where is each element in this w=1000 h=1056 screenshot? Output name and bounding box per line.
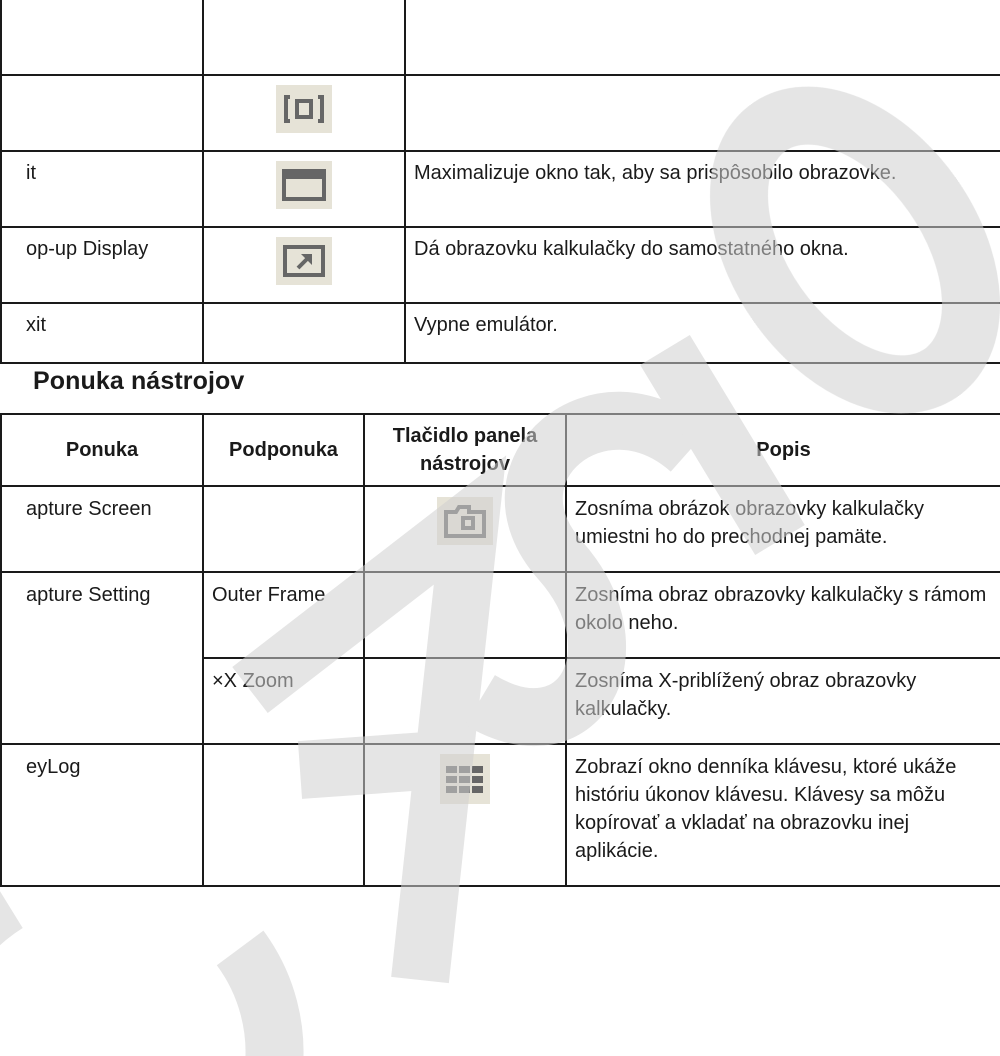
menu-cell — [1, 75, 203, 151]
description-cell: Vypne emulátor. — [405, 303, 1000, 363]
description-cell: Maximalizuje okno tak, aby sa prispôsobilo obrazovke. — [405, 151, 1000, 227]
table-row — [1, 486, 1000, 572]
column-header: Tlačidlo panela nástrojov — [364, 414, 566, 486]
top-menu-table — [0, 0, 1000, 364]
maximize-window-icon[interactable] — [276, 161, 332, 209]
menu-cell: eyLog — [1, 744, 203, 886]
section-title: Ponuka nástrojov — [33, 367, 245, 395]
tools-menu-table — [0, 413, 1000, 887]
column-header: Podponuka — [203, 414, 364, 486]
description-cell — [405, 75, 1000, 151]
menu-cell: it — [1, 151, 203, 227]
table-row — [1, 0, 1000, 75]
table-row — [1, 744, 1000, 886]
menu-cell: apture Setting — [1, 572, 203, 744]
icon-cell — [203, 227, 405, 303]
camera-icon[interactable] — [437, 497, 493, 545]
submenu-cell: Outer Frame — [203, 572, 364, 658]
icon-cell — [364, 658, 566, 744]
description-cell: Zosníma obrázok obrazovky kalkulačky umiestni ho do prechodnej pamäte. — [566, 486, 1000, 572]
icon-cell — [203, 0, 405, 75]
menu-cell: xit — [1, 303, 203, 363]
description-cell — [405, 0, 1000, 75]
keypad-grid-icon[interactable] — [440, 754, 490, 804]
table-row — [1, 75, 1000, 151]
icon-cell — [364, 486, 566, 572]
menu-cell: op-up Display — [1, 227, 203, 303]
submenu-cell: ×X Zoom — [203, 658, 364, 744]
column-header: Ponuka — [1, 414, 203, 486]
description-cell: Zosníma X-priblížený obraz obrazovky kalkulačky. — [566, 658, 1000, 744]
icon-cell — [203, 151, 405, 227]
submenu-cell — [203, 486, 364, 572]
table-row — [1, 303, 1000, 363]
table-row — [1, 572, 1000, 658]
column-header: Popis — [566, 414, 1000, 486]
menu-cell: apture Screen — [1, 486, 203, 572]
menu-cell — [1, 0, 203, 75]
table-row — [1, 151, 1000, 227]
icon-cell — [364, 744, 566, 886]
icon-cell — [364, 572, 566, 658]
table-row — [1, 227, 1000, 303]
icon-cell — [203, 75, 405, 151]
description-cell: Dá obrazovku kalkulačky do samostatného okna. — [405, 227, 1000, 303]
popup-window-icon[interactable] — [276, 237, 332, 285]
description-cell: Zobrazí okno denníka klávesu, ktoré ukáže históriu úkonov klávesu. Klávesy sa môžu kopírovať a vkladať na obrazovku inej aplikácie. — [566, 744, 1000, 886]
header-row — [1, 414, 1000, 486]
submenu-cell — [203, 744, 364, 886]
description-cell: Zosníma obraz obrazovky kalkulačky s rámom okolo neho. — [566, 572, 1000, 658]
fit-screen-icon[interactable] — [276, 85, 332, 133]
icon-cell — [203, 303, 405, 363]
